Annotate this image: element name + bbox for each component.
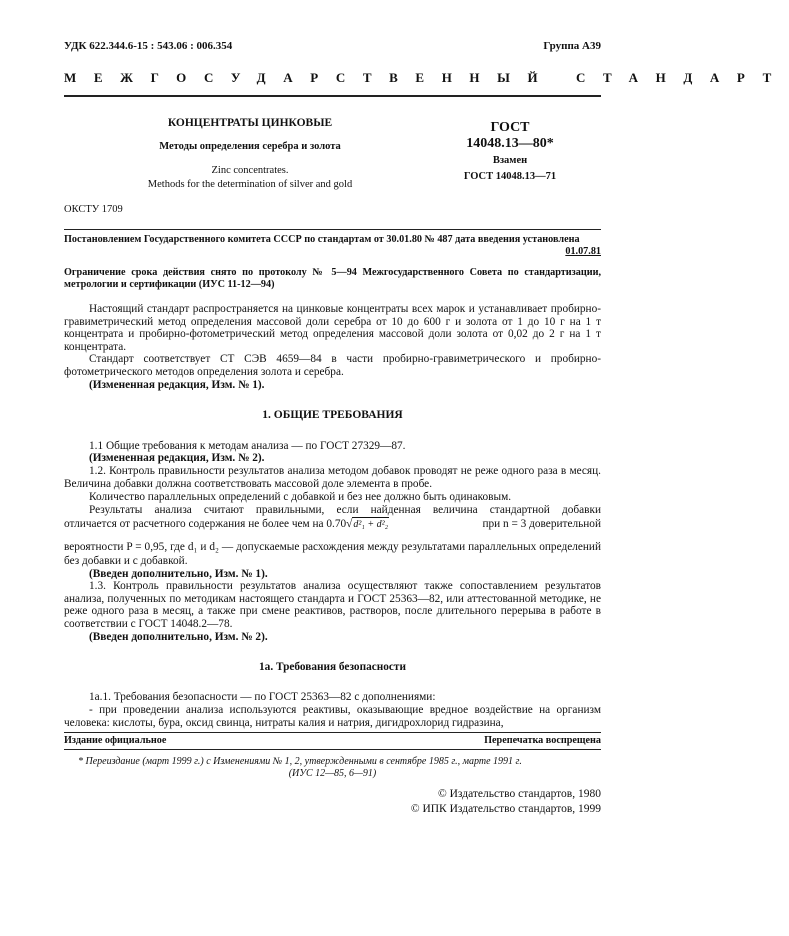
clause-1-1-amendment: (Измененная редакция, Изм. № 2). <box>89 452 265 464</box>
footer-rule-2 <box>64 749 601 750</box>
clause-1-1: 1.1 Общие требования к методам анализа — по ГОСТ 27329—87. <box>89 440 406 452</box>
intro-paragraph-1: Настоящий стандарт распространяется на цинковые концентраты всех марок и устанавливает пробирно-гравиметрический метод определения массовой доли серебра от 10 до 600 г и золота от 1 до 10 г на 1 т концентрата и пробирно-фотометрический метод определения массовой доли золота от 0,02 до 2 г на 1 т концентрата. <box>64 303 601 353</box>
subtitle-en: Methods for the determination of silver and gold <box>147 179 353 190</box>
gost-number: 14048.13—80* <box>466 136 554 151</box>
section1a-heading: 1а. Требования безопасности <box>259 661 406 673</box>
parallel-count: Количество параллельных определений с добавкой и без нее должно быть одинаковым. <box>89 491 512 503</box>
replaces-label: Взамен <box>492 155 528 166</box>
results-line-2 <box>64 517 601 532</box>
title-ru: КОНЦЕНТРАТЫ ЦИНКОВЫЕ <box>167 117 333 129</box>
sqrt-sign: √ <box>346 518 353 530</box>
clause-1a-1-hazards: - при проведении анализа используются реактивы, оказывающие вредное воздействие на организм человека: кислоты, бура, оксид свинца, нитраты калия и натрия, дигидрохлорид гидразина, <box>64 704 601 729</box>
results-line-2-text: отличается от расчетного содержания не более чем на 0.70 <box>64 518 347 530</box>
okstu-code: ОКСТУ 1709 <box>64 204 123 215</box>
copyright-1999: © ИПК Издательство стандартов, 1999 <box>410 803 601 815</box>
clause-1-2-amendment: (Введен дополнительно, Изм. № 1). <box>89 568 268 580</box>
intro-paragraph-2: Стандарт соответствует СТ СЭВ 4659—84 в части пробирно-гравиметрического и пробирно-фотометрического методов определения золота и серебра. <box>64 353 601 378</box>
footer-rule <box>64 732 601 733</box>
clause-1-3: 1.3. Контроль правильности результатов анализа осуществляют также сопоставлением результатов анализа, полученных по методикам настоящего стандарта и ГОСТ 25363—82, или аттестованной методике, не реже одного раза в месяц, а также при смене реактивов, растворов, после длительного перерыва в работе в соответствии с ГОСТ 14048.2—78. <box>64 580 601 630</box>
subtitle-ru: Методы определения серебра и золота <box>159 141 341 152</box>
title-en: Zinc concentrates. <box>211 165 289 176</box>
intro-amendment: (Измененная редакция, Изм. № 1). <box>89 379 265 391</box>
decree-text: Постановлением Государственного комитета СССР по стандартам от 30.01.80 № 487 дата введения установлена <box>64 234 580 245</box>
decree-date: 01.07.81 <box>565 246 601 257</box>
reissue-note: * Переиздание (март 1999 г.) с Изменениями № 1, 2, утвержденными в сентябре 1985 г., марте 1991 г. <box>78 756 522 767</box>
clause-1-3-amendment: (Введен дополнительно, Изм. № 2). <box>89 631 268 643</box>
title-rule <box>64 229 601 230</box>
limitation-text: Ограничение срока действия снято по протоколу № 5—94 Межгосударственного Совета по стандартизации, метрологии и сертификации (ИУС 11-12—94) <box>64 267 601 290</box>
reissue-note-ius: (ИУС 12—85, 6—91) <box>288 768 377 779</box>
udk-code: УДК 622.344.6-15 : 543.06 : 006.354 <box>64 40 233 52</box>
clause-1a-1: 1а.1. Требования безопасности — по ГОСТ 25363—82 с дополнениями: <box>89 691 436 703</box>
section1-heading: 1. ОБЩИЕ ТРЕБОВАНИЯ <box>262 409 403 421</box>
group-code: Группа А39 <box>543 40 601 52</box>
results-line-1: Результаты анализа считают правильными, если найденная величина стандартной добавки <box>89 504 601 516</box>
reprint-notice: Перепечатка воспрещена <box>484 735 601 746</box>
copyright-1980: © Издательство стандартов, 1980 <box>437 788 601 800</box>
clause-1-2: 1.2. Контроль правильности результатов анализа методом добавок проводят не реже одного раза в месяц. Величина добавки должна соответствовать массовой доле элемента в пробе. <box>64 465 601 490</box>
gost-label: ГОСТ <box>490 120 530 135</box>
banner-rule <box>64 95 601 97</box>
results-line-2-end: при n = 3 доверительной <box>482 518 601 530</box>
official-edition: Издание официальное <box>64 735 167 746</box>
replaces-standard: ГОСТ 14048.13—71 <box>463 171 557 182</box>
formula: d²₁ + d²₂ <box>353 519 389 530</box>
results-line-3: вероятности P = 0,95, где d₁ и d₂ — допускаемые расхождения между результатами параллельных определений без добавки и с добавкой. <box>64 541 601 567</box>
standard-banner: МЕЖГОСУДАРСТВЕННЫЙ СТАНДАРТ <box>64 70 789 85</box>
